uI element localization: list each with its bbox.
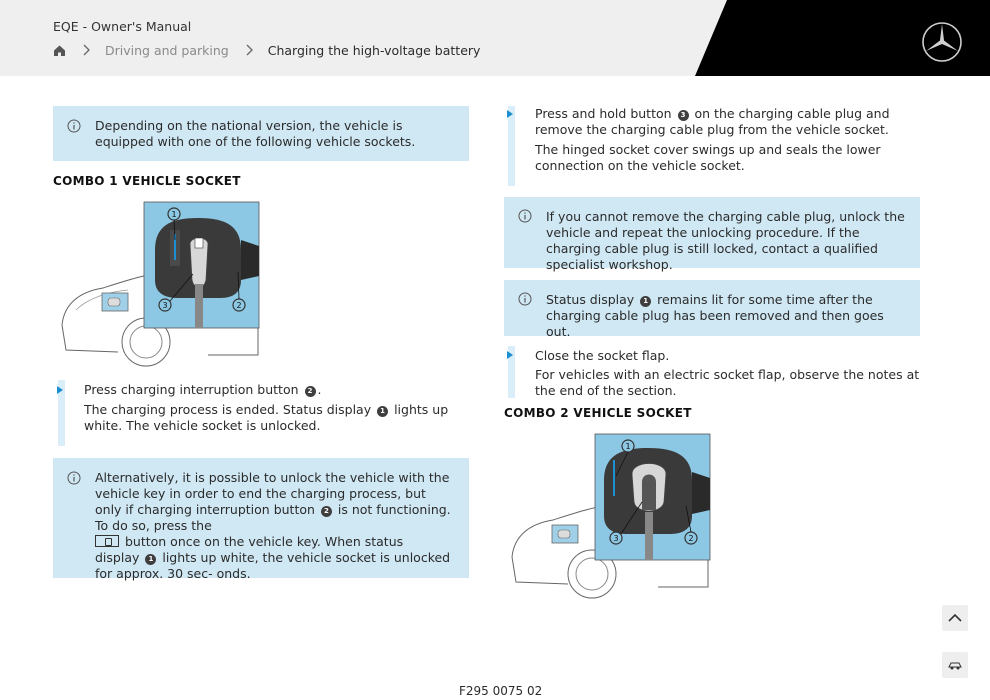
info-text-vehicle-key	[95, 470, 451, 582]
breadcrumb	[53, 42, 480, 58]
callout-badge: 2	[305, 386, 316, 397]
scroll-to-top-button[interactable]	[942, 605, 968, 631]
key-unlock-icon	[95, 535, 119, 547]
mercedes-star-logo	[921, 21, 963, 63]
chevron-right-icon	[244, 44, 254, 56]
step-result-close-flap: For vehicles with an electric socket flap, observe the notes at the end of the section.	[535, 367, 920, 398]
callout-2: 2	[688, 534, 694, 543]
step-action: Press charging interruption button	[84, 382, 299, 397]
breadcrumb-link-driving[interactable]: Driving and parking	[105, 42, 229, 58]
callout-badge: 2	[321, 506, 332, 517]
step-arrow-icon	[507, 351, 513, 359]
step-press-interruption: Press charging interruption button 2 .	[84, 382, 322, 397]
vehicle-tool-button[interactable]	[942, 652, 968, 678]
combo1-socket-figure	[58, 200, 263, 368]
info-box-sockets	[53, 106, 469, 161]
section-heading-combo1: COMBO 1 VEHICLE SOCKET	[53, 174, 241, 188]
info-box-cannot-remove	[504, 197, 920, 272]
step-action: Press and hold button	[535, 106, 672, 121]
callout-3: 3	[613, 534, 619, 543]
step-press-hold	[535, 106, 905, 138]
app-title: EQE - Owner's Manual	[53, 19, 192, 34]
info-text-part: is not functioning. To do so, press the	[95, 502, 451, 533]
info-icon	[518, 292, 532, 306]
info-text: If you cannot remove the charging cable plug, unlock the vehicle and repeat the unlocking procedure. If the charging cable plug is still locked, contact a qualified specialist workshop.	[546, 209, 905, 272]
info-icon	[518, 209, 532, 223]
info-icon	[67, 471, 81, 485]
info-text: Depending on the national version, the vehicle is equipped with one of the following vehicle sockets.	[95, 118, 416, 149]
step-arrow-icon	[507, 110, 513, 118]
info-text-status	[546, 292, 908, 340]
figure-code: F295 0075 02	[459, 684, 543, 698]
step-result-b: lights up white. The vehicle socket is unlocked.	[84, 402, 449, 433]
info-text-part: lights up white, the vehicle socket is unlocked for approx. 30 sec- onds.	[95, 550, 451, 581]
info-text-part: button once on the vehicle key. When status display	[95, 534, 404, 565]
step-result-a: The charging process is ended. Status display	[84, 402, 372, 417]
callout-1: 1	[625, 442, 631, 451]
info-text-part: remains lit for some time after the charging cable plug has been removed and then goes out.	[546, 292, 884, 339]
info-text-part: Status display	[546, 292, 635, 307]
callout-1: 1	[171, 210, 177, 219]
info-box-vehicle-key	[53, 458, 469, 581]
breadcrumb-current: Charging the high-voltage battery	[267, 42, 481, 58]
car-tool-icon	[947, 659, 963, 671]
step-result-interruption	[84, 402, 464, 434]
header	[0, 0, 990, 76]
info-box-status-display	[504, 280, 920, 339]
home-icon[interactable]	[53, 44, 66, 57]
step-result-press-hold: The hinged socket cover swings up and seals the lower connection on the vehicle socket.	[535, 142, 881, 173]
callout-badge: 1	[377, 406, 388, 417]
callout-badge: 1	[145, 554, 156, 565]
info-icon	[67, 119, 81, 133]
callout-3: 3	[162, 301, 168, 310]
chevron-right-icon	[81, 44, 91, 56]
callout-2: 2	[236, 301, 242, 310]
callout-badge: 3	[678, 110, 689, 121]
chevron-up-icon	[948, 613, 962, 623]
step-close-flap: Close the socket flap.	[535, 348, 670, 363]
step-action: on the charging cable plug and remove the charging cable plug from the vehicle socket.	[535, 106, 890, 137]
info-text-part: Alternatively, it is possible to unlock the vehicle with the vehicle key in order to end the charging process, but only if charging interruption button	[95, 470, 450, 517]
combo2-socket-figure	[508, 432, 713, 602]
section-heading-combo2: COMBO 2 VEHICLE SOCKET	[504, 406, 692, 420]
callout-badge: 1	[640, 296, 651, 307]
step-bar	[508, 106, 515, 186]
step-arrow-icon	[57, 386, 63, 394]
